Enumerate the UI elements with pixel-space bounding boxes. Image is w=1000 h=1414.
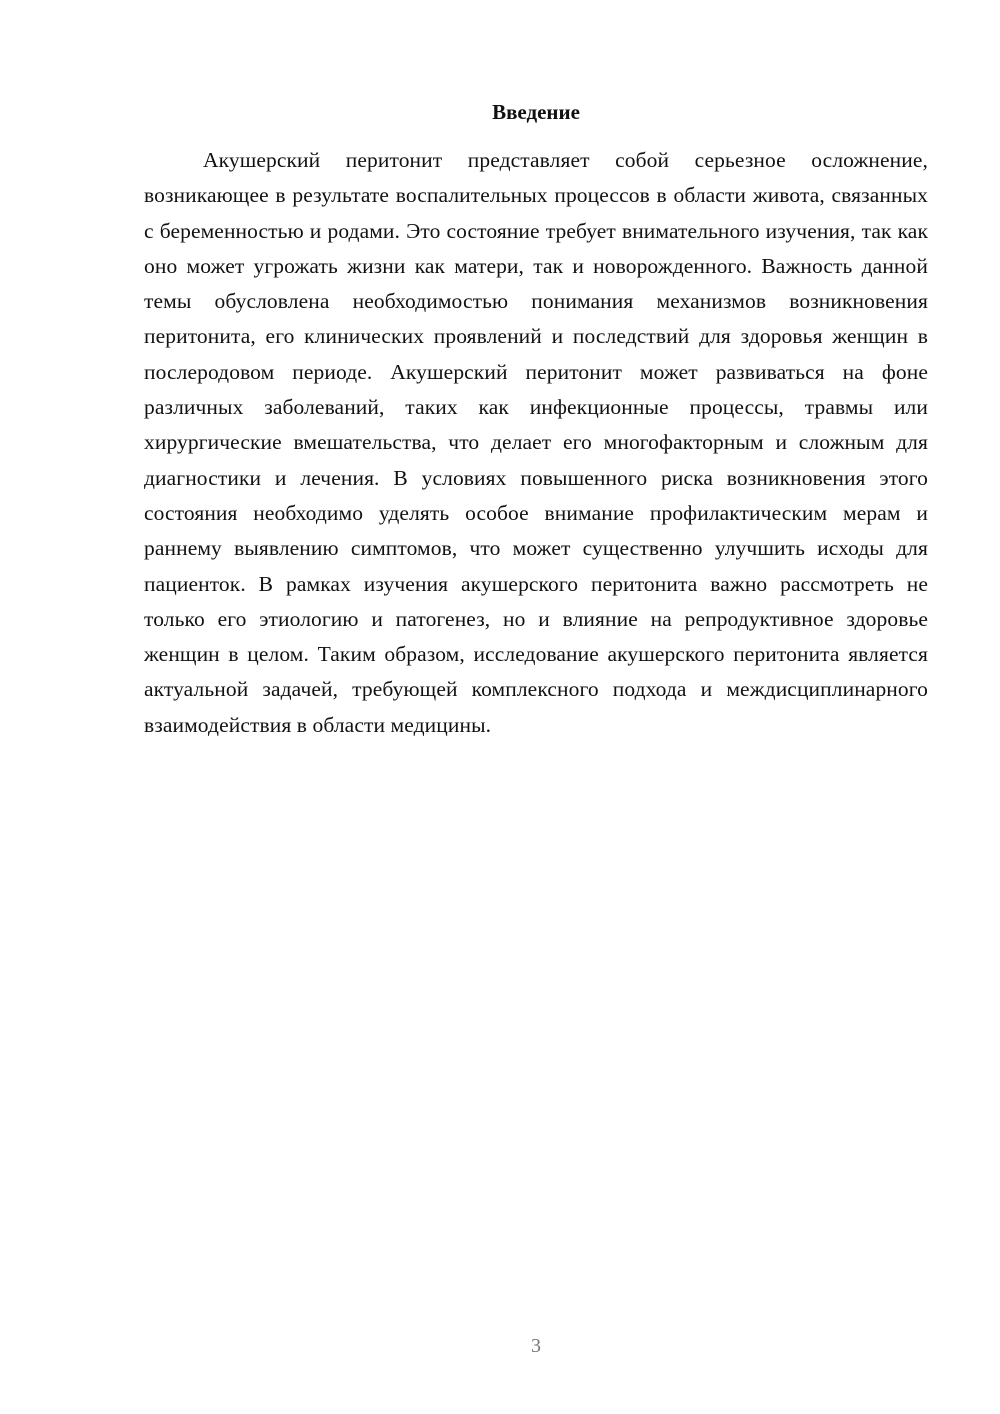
page-number: 3: [531, 1335, 541, 1357]
introduction-paragraph: Акушерский перитонит представляет собой серьезное осложнение, возникающее в результате воспалительных процессов в области живота, связанных с беременностью и родами. Это состояние требует внимательного изучения, так как оно может угрожать жизни как матери, так и новорожденного. Важность данной темы обусловлена необходимостью понимания механизмов возникновения перитонита, его клинических проявлений и последствий для здоровья женщин в послеродовом периоде. Акушерский перитонит может развиваться на фоне различных заболеваний, таких как инфекционные процессы, травмы или хирургические вмешательства, что делает его многофакторным и сложным для диагностики и лечения. В условиях повышенного риска возникновения этого состояния необходимо уделять особое внимание профилактическим мерам и раннему выявлению симптомов, что может существенно улучшить исходы для пациенток. В рамках изучения акушерского перитонита важно рассмотреть не только его этиологию и патогенез, но и влияние на репродуктивное здоровье женщин в целом. Таким образом, исследование акушерского перитонита является актуальной задачей, требующей комплексного подхода и междисциплинарного взаимодействия в области медицины.: [144, 148, 928, 737]
section-heading: Введение: [492, 100, 580, 124]
